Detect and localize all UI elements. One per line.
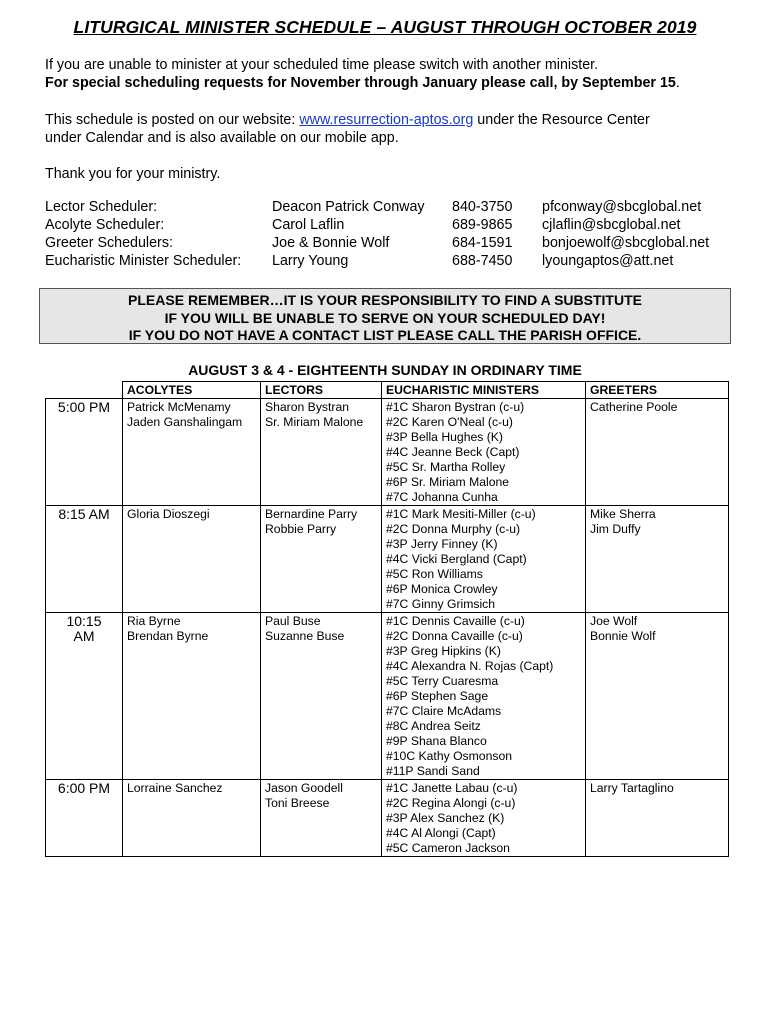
person-entry: Suzanne Buse [265,629,345,643]
person-entry: Larry Tartaglino [590,781,674,795]
person-entry: Paul Buse [265,614,321,628]
person-entry: #5C Ron Williams [386,567,483,581]
page-title: LITURGICAL MINISTER SCHEDULE – AUGUST THROUGH OCTOBER 2019 [73,17,697,37]
mass-time: 6:00 PM [57,780,111,796]
person-entry: #7C Johanna Cunha [386,490,498,504]
person-entry: #3P Bella Hughes (K) [386,430,503,444]
remember-line: IF YOU WILL BE UNABLE TO SERVE ON YOUR SCHEDULED DAY! [164,309,606,326]
person-entry: #7C Claire McAdams [386,704,502,718]
contact-phone: 840-3750 [452,199,513,215]
mass-time: AM [73,628,95,644]
ministers-cell [382,506,586,613]
person-entry: #3P Alex Sanchez (K) [386,811,505,825]
contact-email: bonjoewolf@sbcglobal.net [542,235,710,251]
ministers-cell [382,780,586,857]
contact-phone: 688-7450 [452,253,513,269]
person-entry: #5C Terry Cuaresma [386,674,499,688]
contact-phone: 684-1591 [452,235,513,251]
person-entry: #2C Donna Murphy (c-u) [386,522,521,536]
schedule-title: AUGUST 3 & 4 - EIGHTEENTH SUNDAY IN ORDINARY TIME [188,362,582,378]
schedule-row [46,399,729,506]
lectors-cell [261,506,382,613]
person-entry: #4C Al Alongi (Capt) [386,826,496,840]
schedule-row [46,613,729,780]
contact-name: Larry Young [272,253,349,269]
schedule-row [46,506,729,613]
person-entry: Bonnie Wolf [590,629,656,643]
person-entry: Joe Wolf [590,614,638,628]
schedule-row [46,780,729,857]
person-entry: Sr. Miriam Malone [265,415,364,429]
posted-suffix: under the Resource Center [473,112,650,128]
person-entry: #6P Stephen Sage [386,689,489,703]
acolytes-cell [123,506,261,613]
person-entry: #5C Cameron Jackson [386,841,510,855]
lectors-cell [261,613,382,780]
intro-switch-text: If you are unable to minister at your scheduled time please switch with another minister. [45,57,599,73]
schedule-table [45,381,729,857]
person-entry: #1C Dennis Cavaille (c-u) [386,614,525,628]
contact-role: Eucharistic Minister Scheduler: [45,253,242,269]
person-entry: #4C Vicki Bergland (Capt) [386,552,527,566]
person-entry: Bernardine Parry [265,507,358,521]
special-requests-text: For special scheduling requests for November through January please call, by September 15 [45,75,676,91]
person-entry: #8C Andrea Seitz [386,719,481,733]
person-entry: #2C Regina Alongi (c-u) [386,796,516,810]
acolytes-header: ACOLYTES [123,382,261,399]
ministers-cell [382,613,586,780]
contact-role: Acolyte Scheduler: [45,217,165,233]
person-entry: #7C Ginny Grimsich [386,597,496,611]
mass-time: 8:15 AM [58,506,110,522]
special-requests-period: . [675,75,680,91]
person-entry: #5C Sr. Martha Rolley [386,460,506,474]
person-entry: #2C Karen O'Neal (c-u) [386,415,513,429]
contact-phone: 689-9865 [452,217,513,233]
mass-time-cell [46,780,123,857]
contact-email: pfconway@sbcglobal.net [542,199,702,215]
posted-prefix: This schedule is posted on our website: [45,112,300,128]
thanks-text: Thank you for your ministry. [45,166,221,182]
person-entry: #10C Kathy Osmonson [386,749,513,763]
person-entry: #1C Mark Mesiti-Miller (c-u) [386,507,536,521]
person-entry: Toni Breese [265,796,330,810]
person-entry: Robbie Parry [265,522,337,536]
person-entry: #6P Sr. Miriam Malone [386,475,510,489]
contact-email: lyoungaptos@att.net [542,253,674,269]
remember-notice-box [39,288,731,344]
mass-time: 10:15 [66,613,102,629]
website-link[interactable]: www.resurrection-aptos.org [299,112,474,128]
intro-posted-text [45,111,650,129]
contact-name: Joe & Bonnie Wolf [272,235,390,251]
person-entry: #2C Donna Cavaille (c-u) [386,629,523,643]
person-entry: Lorraine Sanchez [127,781,223,795]
person-entry: #9P Shana Blanco [386,734,487,748]
remember-line: PLEASE REMEMBER…IT IS YOUR RESPONSIBILITY TO FIND A SUBSTITUTE [128,292,642,308]
greeters-header: GREETERS [586,382,729,399]
person-entry: #4C Alexandra N. Rojas (Capt) [386,659,554,673]
mass-time-cell [46,613,123,780]
person-entry: Mike Sherra [590,507,656,521]
person-entry: Brendan Byrne [127,629,209,643]
person-entry: #4C Jeanne Beck (Capt) [386,445,520,459]
acolytes-cell [123,613,261,780]
acolytes-cell [123,780,261,857]
ministers-header: EUCHARISTIC MINISTERS [382,382,586,399]
person-entry: Jim Duffy [590,522,641,536]
person-entry: Jason Goodell [265,781,343,795]
person-entry: Sharon Bystran [265,400,350,414]
ministers-cell [382,399,586,506]
contact-role: Greeter Schedulers: [45,235,173,251]
person-entry: Ria Byrne [127,614,181,628]
contact-name: Carol Laflin [272,217,345,233]
lectors-cell [261,399,382,506]
person-entry: Catherine Poole [590,400,678,414]
mass-time: 5:00 PM [57,399,111,415]
person-entry: Patrick McMenamy [127,400,231,414]
mass-time-cell [46,506,123,613]
mass-time-cell [46,399,123,506]
lectors-cell [261,780,382,857]
person-entry: #6P Monica Crowley [386,582,498,596]
person-entry: Gloria Dioszegi [127,507,210,521]
lectors-header: LECTORS [261,382,382,399]
person-entry: Jaden Ganshalingam [127,415,243,429]
intro-special-requests [45,74,680,92]
schedule-header-row [46,382,729,399]
greeters-cell [586,780,729,857]
intro-posted-line2: under Calendar and is also available on our mobile app. [45,130,399,146]
greeters-cell [586,399,729,506]
contact-role: Lector Scheduler: [45,199,158,215]
greeters-cell [586,613,729,780]
person-entry: #11P Sandi Sand [386,764,480,778]
remember-line: IF YOU DO NOT HAVE A CONTACT LIST PLEASE CALL THE PARISH OFFICE. [128,327,642,343]
person-entry: #1C Janette Labau (c-u) [386,781,518,795]
time-header [46,382,123,399]
person-entry: #3P Greg Hipkins (K) [386,644,501,658]
greeters-cell [586,506,729,613]
person-entry: #3P Jerry Finney (K) [386,537,498,551]
contact-name: Deacon Patrick Conway [272,199,425,215]
acolytes-cell [123,399,261,506]
contact-email: cjlaflin@sbcglobal.net [542,217,681,233]
person-entry: #1C Sharon Bystran (c-u) [386,400,525,414]
